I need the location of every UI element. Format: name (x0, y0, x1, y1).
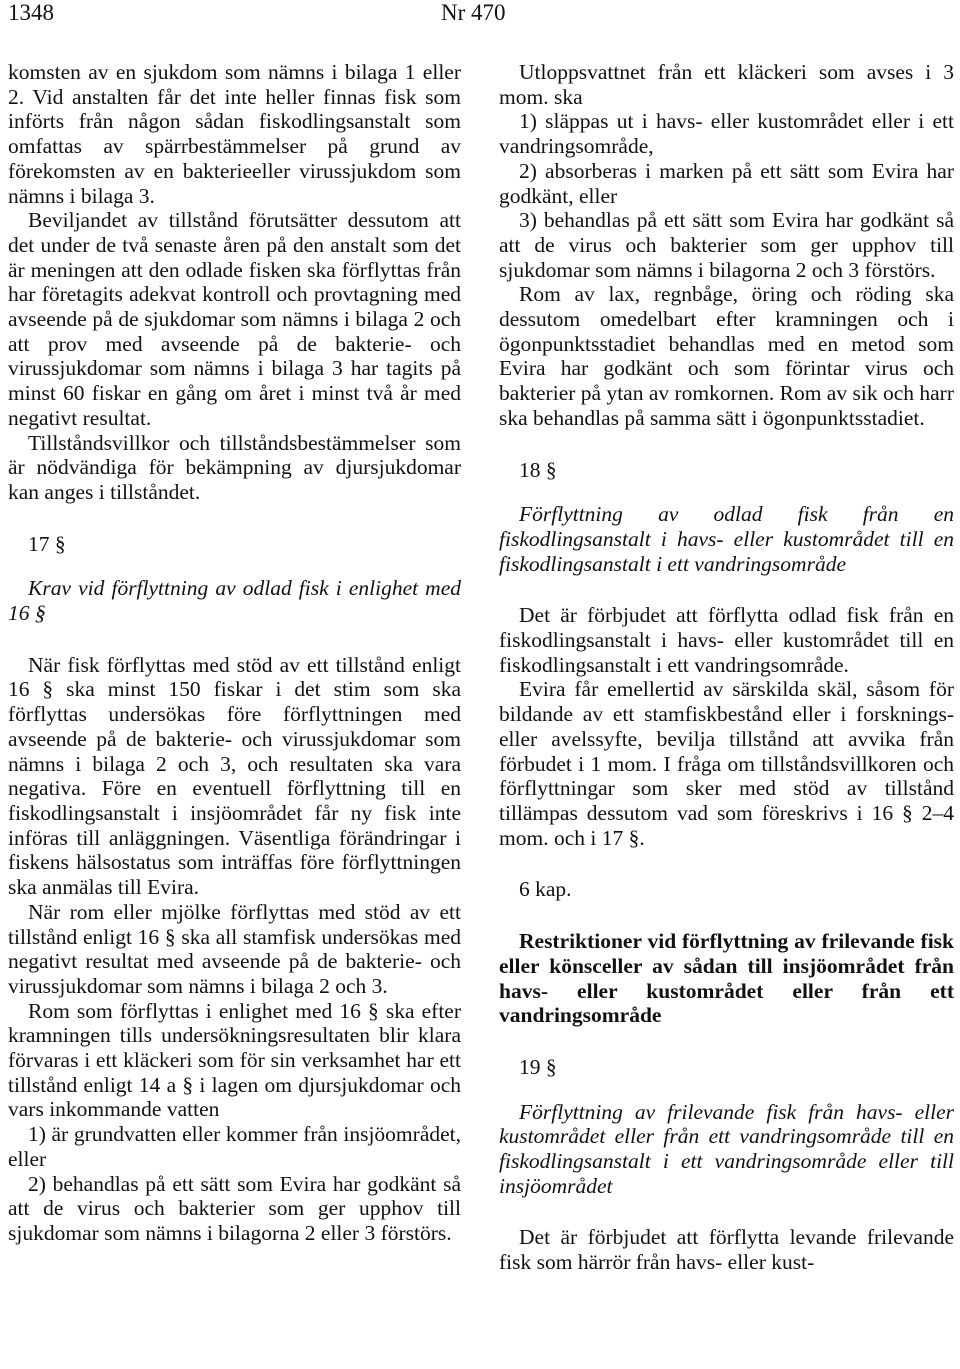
right-column (499, 60, 954, 1275)
paragraph: Rom som förflyttas i enlighet med 16 § ska efter kramningen tills undersökningsresultaten blir klara förvaras i ett kläckeri som för sin verksamhet har ett tillstånd enligt 14 a § i lagen om djursjukdomar och vars inkommande vatten (8, 998, 461, 1122)
section-title: Förflyttning av frilevande fisk från havs- eller kustområdet eller från ett vandringsområde till en fiskodlingsanstalt i ett vandringsområde eller till insjöområdet (499, 1099, 954, 1198)
paragraph: 2) behandlas på ett sätt som Evira har godkänt så att de virus och bakterier som ger upphov till sjukdomar som nämns i bilagorna 2 eller 3 förstörs. (8, 1171, 461, 1245)
section-title: Krav vid förflyttning av odlad fisk i enlighet med 16 § (8, 576, 461, 626)
paragraph: 3) behandlas på ett sätt som Evira har godkänt så att de virus och bakterier som ger upphov till sjukdomar som nämns i bilagorna 2 och 3 förstörs. (499, 208, 954, 282)
section-number: 17 § (28, 531, 66, 556)
paragraph: Rom av lax, regnbåge, öring och röding ska dessutom omedelbart efter kramningen och i ögonpunktsstadiet behandlas med en metod som Evira har godkänt och som förintar virus och bakterier på ytan av romkornen. Rom av sik och harr ska behandlas på samma sätt i ögonpunktsstadiet. (499, 282, 954, 430)
paragraph: Beviljandet av tillstånd förutsätter dessutom att det under de två senaste åren på den anstalt som det är meningen att den odlade fisken ska förflyttas från har företagits adekvat kontroll och provtagning med avseende på de sjukdomar som nämns i bilaga 2 och att prov med avseende på de bakterie- och virussjukdomar som nämns i bilaga 3 har tagits på minst 60 fiskar en gång om året i minst två år med negativt resultat. (8, 208, 461, 430)
paragraph: 1) är grundvatten eller kommer från insjöområdet, eller (8, 1122, 461, 1171)
section-title: Förflyttning av odlad fisk från en fiskodlingsanstalt i havs- eller kustområdet till en fiskodlingsanstalt i ett vandringsområde (499, 502, 954, 576)
chapter-title: Restriktioner vid förflyttning av frilevande fisk eller könsceller av sådan till insjöområdet från havs- eller kustområdet eller från ett vandringsområde (499, 929, 954, 1028)
paragraph: 2) absorberas i marken på ett sätt som Evira har godkänt, eller (499, 158, 954, 208)
paragraph: Evira får emellertid av särskilda skäl, såsom för bildande av ett stamfiskbestånd eller i forsknings- eller avelssyfte, bevilja tillstånd att avvika från förbudet i 1 mom. I fråga om tillståndsvillkoren och förflyttningar som sker med stöd av tillstånd tillämpas dessutom vad som föreskrivs i 16 § 2–4 mom. och i 17 §. (499, 677, 954, 850)
page-header (0, 0, 960, 30)
section-number: 19 § (519, 1054, 557, 1079)
paragraph: När fisk förflyttas med stöd av ett tillstånd enligt 16 § ska minst 150 fiskar i det stim som ska förflyttas undersökas före förflyttningen med avseende på de bakterie- och virussjukdomar som nämns i bilaga 2 och 3, och resultaten ska vara negativa. Före en eventuell förflyttning till en fiskodlingsanstalt i insjöområdet får ny fisk inte införas till anläggningen. Väsentliga förändringar i fiskens hälsostatus som inträffas före förflyttningen ska anmälas till Evira. (8, 652, 461, 900)
paragraph: Det är förbjudet att förflytta odlad fisk från en fiskodlingsanstalt i havs- eller kustområdet till en fiskodlingsanstalt i ett vandringsområde. (499, 603, 954, 677)
paragraph: Utloppsvattnet från ett kläckeri som avses i 3 mom. ska (499, 60, 954, 109)
issue-number: Nr 470 (441, 0, 506, 25)
chapter-number: 6 kap. (519, 877, 572, 902)
page-number: 1348 (8, 0, 54, 25)
section-number: 18 § (519, 457, 557, 482)
paragraph: 1) släppas ut i havs- eller kustområdet eller i ett vandringsområde, (499, 109, 954, 159)
paragraph: Det är förbjudet att förflytta levande frilevande fisk som härrör från havs- eller kust- (499, 1225, 954, 1275)
paragraph: komsten av en sjukdom som nämns i bilaga 1 eller 2. Vid anstalten får det inte heller finnas fisk som införts från någon sådan fiskodlingsanstalt som omfattas av spärrbestämmelser på grund av förekomsten av en bakterieeller virussjukdom som nämns i bilaga 3. (8, 60, 461, 208)
paragraph: Tillståndsvillkor och tillståndsbestämmelser som är nödvändiga för bekämpning av djursjukdomar kan anges i tillståndet. (8, 430, 461, 504)
left-column (8, 60, 461, 1246)
paragraph: När rom eller mjölke förflyttas med stöd av ett tillstånd enligt 16 § ska all stamfisk undersökas med negativt resultat med avseende på de bakterie- och virussjukdomar som nämns i bilaga 2 och 3. (8, 899, 461, 998)
